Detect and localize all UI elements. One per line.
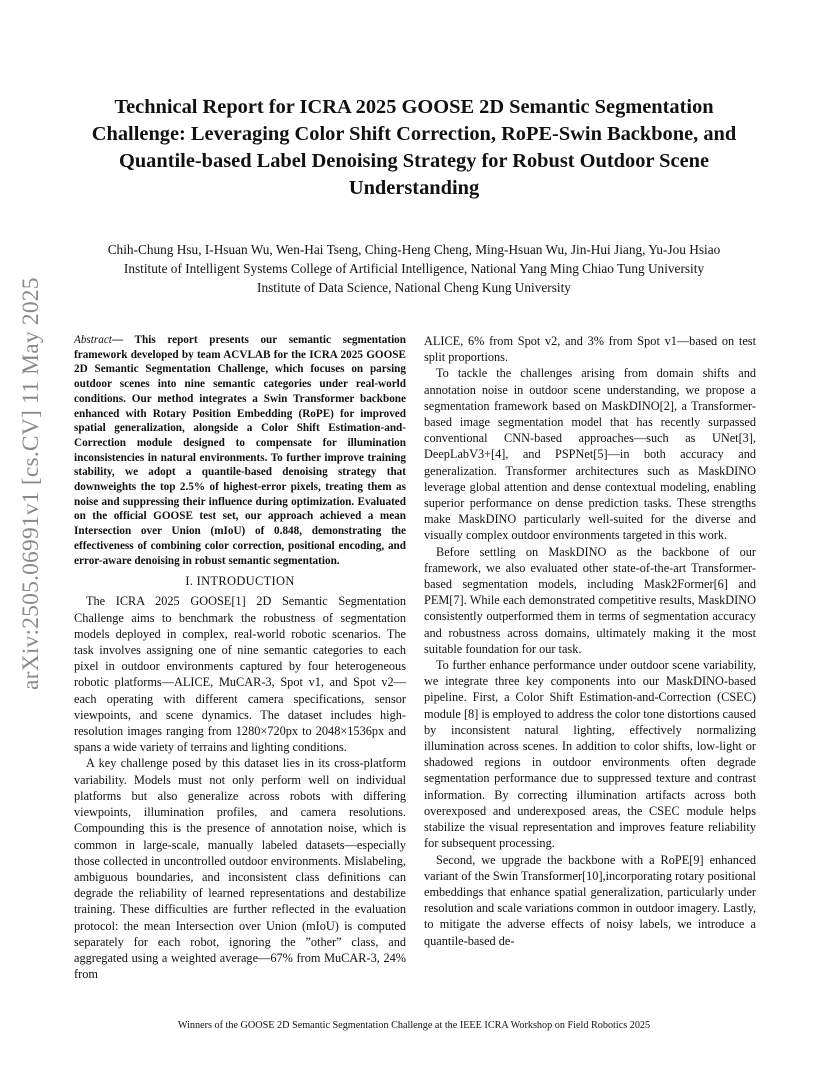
- paragraph: The ICRA 2025 GOOSE[1] 2D Semantic Segmentation Challenge aims to benchmark the robustness of segmentation models deployed in complex, real-world robotic scenarios. The task involves assigning one of nine semantic categories to each pixel in outdoor environments captured by four heterogeneous robotic platforms—ALICE, MuCAR-3, Spot v1, and Spot v2—each operating with different camera specifications, sensor viewpoints, and scene dynamics. The dataset includes high-resolution images ranging from 1280×720px to 2048×1536px and spans a wide variety of terrains and lighting conditions.: [74, 594, 406, 755]
- section-heading: I. INTRODUCTION: [185, 574, 295, 589]
- author-block: [60, 240, 768, 297]
- affiliation-1: Institute of Intelligent Systems College of Artificial Intelligence, National Yang Ming Chiao Tung University: [123, 261, 705, 276]
- paragraph: To tackle the challenges arising from domain shifts and annotation noise in outdoor scene understanding, we propose a segmentation framework based on MaskDINO[2], a Transformer-based image segmentation model that has recently surpassed conventional CNN-based approaches—such as UNet[3], DeepLabV3+[4], and PSPNet[5]—in both accuracy and generalization. Transformer architectures such as MaskDINO leverage global attention and dense contextual modeling, enabling superior performance on dense prediction tasks. These strengths make MaskDINO particularly well-suited for the diverse and visually complex outdoor environments targeted in this work.: [424, 366, 756, 543]
- paragraph: Before settling on MaskDINO as the backbone of our framework, we also evaluated other state-of-the-art Transformer-based segmentation models, including Mask2Former[6] and PEM[7]. While each demonstrated competitive results, MaskDINO consistently outperformed them in terms of segmentation accuracy and robustness across domains, ultimately making it the most suitable foundation for our task.: [424, 544, 756, 656]
- abstract-lead: Abstract: [74, 334, 112, 346]
- paper-title: Technical Report for ICRA 2025 GOOSE 2D Semantic Segmentation Challenge: Leveraging Color Shift Correction, RoPE-Swin Backbone, and Quantile-based Label Denoising Strategy for Robust Outdoor Scene Understanding: [91, 96, 737, 199]
- paragraph: To further enhance performance under outdoor scene variability, we integrate three key components into our MaskDINO-based pipeline. First, a Color Shift Estimation-and-Correction (CSEC) module [8] is employed to address the color tone distortions caused by inconsistent natural lighting, effectively normalizing illumination across scenes. In addition to color shifts, low-light or shadowed regions in outdoor environments often degrade segmentation performance due to suppressed texture and contrast information. By correcting illumination artifacts across both overexposed and underexposed areas, the CSEC module helps stabilize the visual representation and improves feature reliability for subsequent processing.: [424, 658, 756, 851]
- abstract: [74, 333, 406, 568]
- abstract-text: — This report presents our semantic segmentation framework developed by team ACVLAB for the ICRA 2025 GOOSE 2D Semantic Segmentation Challenge, which focuses on parsing outdoor scenes into nine semantic categories under real-world conditions. Our method integrates a Swin Transformer backbone enhanced with Rotary Position Embedding (RoPE) for improved spatial generalization, alongside a Color Shift Estimation-and-Correction module designed to compensate for illumination inconsistencies in natural environments. To further improve training stability, we adopt a quantile-based denoising strategy that downweights the top 2.5% of highest-error pixels, treating them as noise and suppressing their influence during optimization. Evaluated on the official GOOSE test set, our approach achieved a mean Intersection over Union (mIoU) of 0.848, demonstrating the effectiveness of combining color correction, positional encoding, and error-aware denoising in robust semantic segmentation.: [74, 334, 406, 567]
- right-column: [424, 333, 756, 949]
- arxiv-identifier: arXiv:2505.06991v1 [cs.CV] 11 May 2025: [18, 277, 44, 690]
- author-list: Chih-Chung Hsu, I-Hsuan Wu, Wen-Hai Tseng, Ching-Heng Cheng, Ming-Hsuan Wu, Jin-Hui Jiang, Yu-Jou Hsiao: [107, 242, 721, 257]
- paragraph: Second, we upgrade the backbone with a RoPE[9] enhanced variant of the Swin Transformer[10],incorporating rotary positional embeddings that enhance spatial generalization, particularly under resolution and scale variations common in outdoor imagery. Lastly, to mitigate the adverse effects of noisy labels, we introduce a quantile-based de-: [424, 852, 756, 948]
- left-column: [74, 333, 406, 982]
- page-footer: Winners of the GOOSE 2D Semantic Segmentation Challenge at the IEEE ICRA Workshop on Field Robotics 2025: [177, 1020, 651, 1031]
- affiliation-2: Institute of Data Science, National Cheng Kung University: [257, 280, 571, 295]
- paragraph-continuation: ALICE, 6% from Spot v2, and 3% from Spot v1—based on test split proportions.: [424, 334, 756, 365]
- paragraph: A key challenge posed by this dataset lies in its cross-platform variability. Models must not only perform well on individual platforms but also generalize across robots with differing viewpoints, illumination profiles, and camera resolutions. Compounding this is the presence of annotation noise, which is common in large-scale, manually labeled datasets—especially those collected in uncontrolled outdoor environments. Mislabeling, ambiguous boundaries, and inconsistent class definitions can degrade the reliability of learned representations and destabilize training. These difficulties are further reflected in the evaluation protocol: the mean Intersection over Union (mIoU) is computed separately for each robot, ignoring the ”other” class, and aggregated using a weighted average—67% from MuCAR-3, 24% from: [74, 756, 406, 982]
